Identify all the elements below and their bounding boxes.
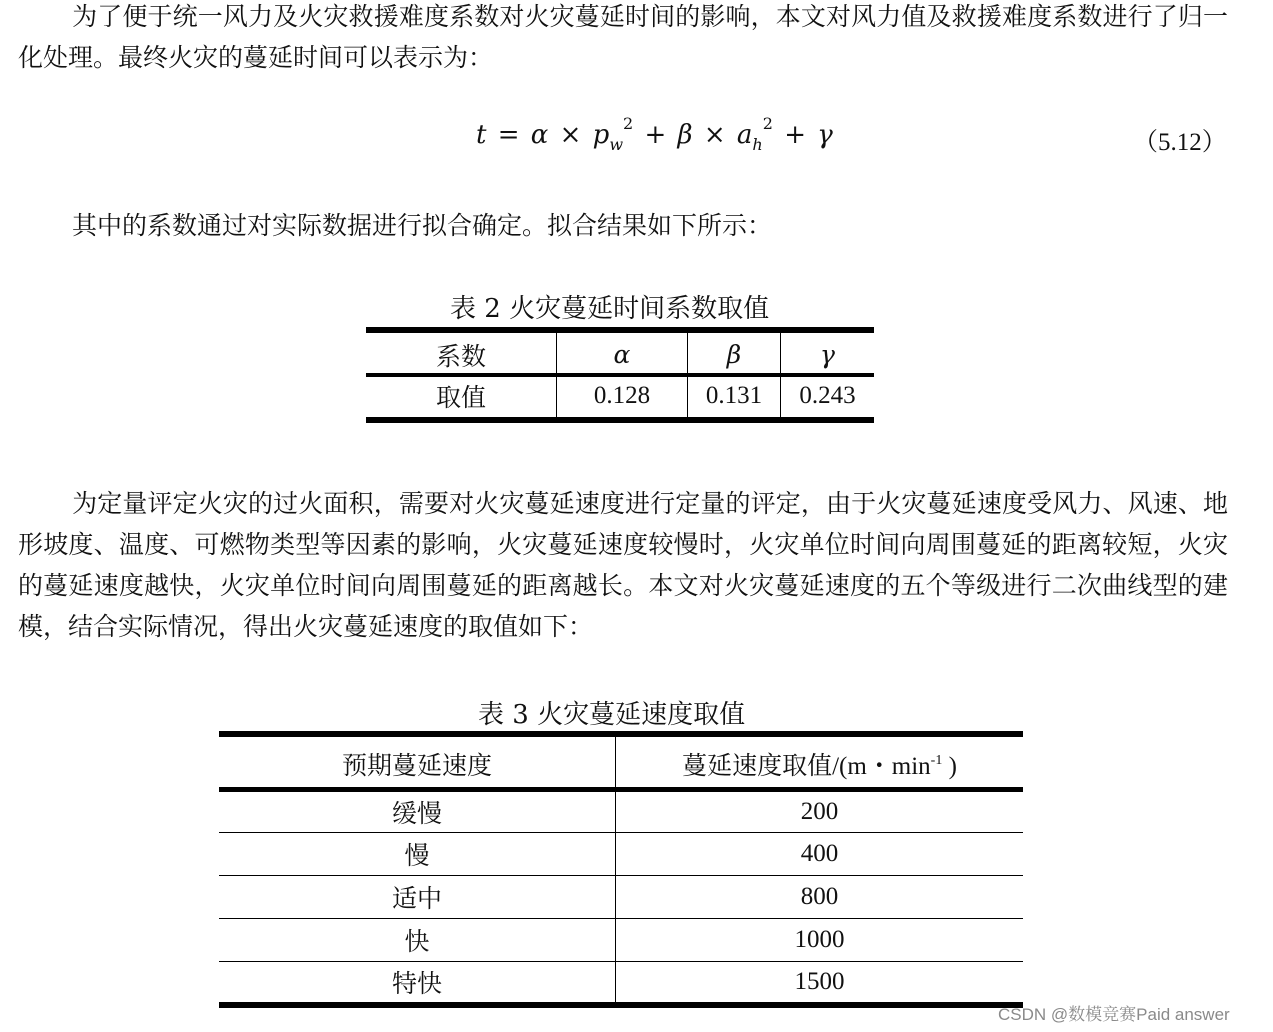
cell-speed-value: 400 (616, 833, 1024, 876)
eq-p: p (592, 120, 610, 150)
header-cell-speed-value (616, 734, 1024, 790)
eq-t: t (476, 120, 487, 150)
table-header-row (219, 734, 1023, 790)
cell-speed-level: 慢 (219, 833, 616, 876)
coefficient-table (366, 327, 874, 423)
eq-p-sup: 2 (623, 114, 634, 133)
header-unit-sup: -1 (930, 753, 943, 768)
header-cell-alpha: α (557, 330, 688, 375)
paragraph-3 (18, 483, 1228, 647)
cell-speed-value: 200 (616, 790, 1024, 833)
paragraph-3-text: 为定量评定火灾的过火面积，需要对火灾蔓延速度进行定量的评定，由于火灾蔓延速度受风力、风速、地形坡度、温度、可燃物类型等因素的影响，火灾蔓延速度较慢时，火灾单位时间向周围蔓延的距离较短，火灾的蔓延速度越快，火灾单位时间向周围蔓延的距离越长。本文对火灾蔓延速度的五个等级进行二次曲线型的建模，结合实际情况，得出火灾蔓延速度的取值如下： (18, 489, 1228, 641)
cell-speed-level: 快 (219, 919, 616, 962)
header-cell-beta: β (688, 330, 781, 375)
table-row (219, 876, 1023, 919)
cell-speed-value: 800 (616, 876, 1024, 919)
cell-speed-value: 1500 (616, 962, 1024, 1005)
table-2-caption: 表 2 火灾蔓延时间系数取值 (450, 294, 770, 324)
eq-times-1: × (559, 120, 582, 150)
table-row (366, 375, 874, 420)
cell-alpha-value: 0.128 (557, 375, 688, 420)
equation-number: （5.12） (1133, 129, 1227, 156)
paragraph-1-text: 为了便于统一风力及火灾救援难度系数对火灾蔓延时间的影响，本文对风力值及救援难度系数进行了归一化处理。最终火灾的蔓延时间可以表示为： (18, 2, 1228, 72)
paragraph-2-text: 其中的系数通过对实际数据进行拟合确定。拟合结果如下所示： (72, 211, 773, 240)
cell-speed-level: 特快 (391, 968, 442, 998)
cell-speed-value: 1000 (616, 919, 1024, 962)
header-cell-coefficient: 系数 (366, 330, 557, 375)
csdn-watermark: CSDN @数模竞赛Paid answer (998, 1005, 1230, 1024)
eq-times-2: × (703, 120, 726, 150)
eq-plus-2: + (784, 120, 806, 150)
cell-speed-level: 适中 (219, 876, 616, 919)
eq-plus-1: + (644, 120, 667, 150)
spread-speed-table (219, 731, 1023, 1008)
equation-5-12 (476, 114, 833, 154)
cell-speed-level: 缓慢 (219, 790, 616, 833)
header-unit-end: ) (942, 753, 957, 780)
paragraph-2 (18, 205, 1228, 246)
eq-a-sup: 2 (762, 114, 773, 133)
table-row (219, 919, 1023, 962)
header-cell-gamma: γ (781, 330, 875, 375)
header-cell-expected-speed: 预期蔓延速度 (219, 734, 616, 790)
paragraph-1 (18, 0, 1228, 78)
eq-gamma: γ (817, 120, 833, 150)
table-row (219, 790, 1023, 833)
cell-beta-value: 0.131 (688, 375, 781, 420)
table-header-row (366, 330, 874, 375)
eq-p-sub: w (609, 135, 624, 154)
header-unit-text: 蔓延速度取值/(m・min (682, 753, 931, 780)
table-row (219, 962, 1023, 1005)
cell-label: 取值 (435, 382, 486, 412)
cell-gamma-value: 0.243 (781, 375, 875, 420)
table-row (219, 833, 1023, 876)
eq-beta: β (677, 120, 693, 150)
eq-a-sub: h (752, 135, 763, 154)
eq-a: a (736, 120, 753, 150)
eq-equals: = (497, 120, 520, 150)
table-3-caption: 表 3 火灾蔓延速度取值 (478, 700, 746, 730)
eq-alpha: α (530, 120, 549, 150)
